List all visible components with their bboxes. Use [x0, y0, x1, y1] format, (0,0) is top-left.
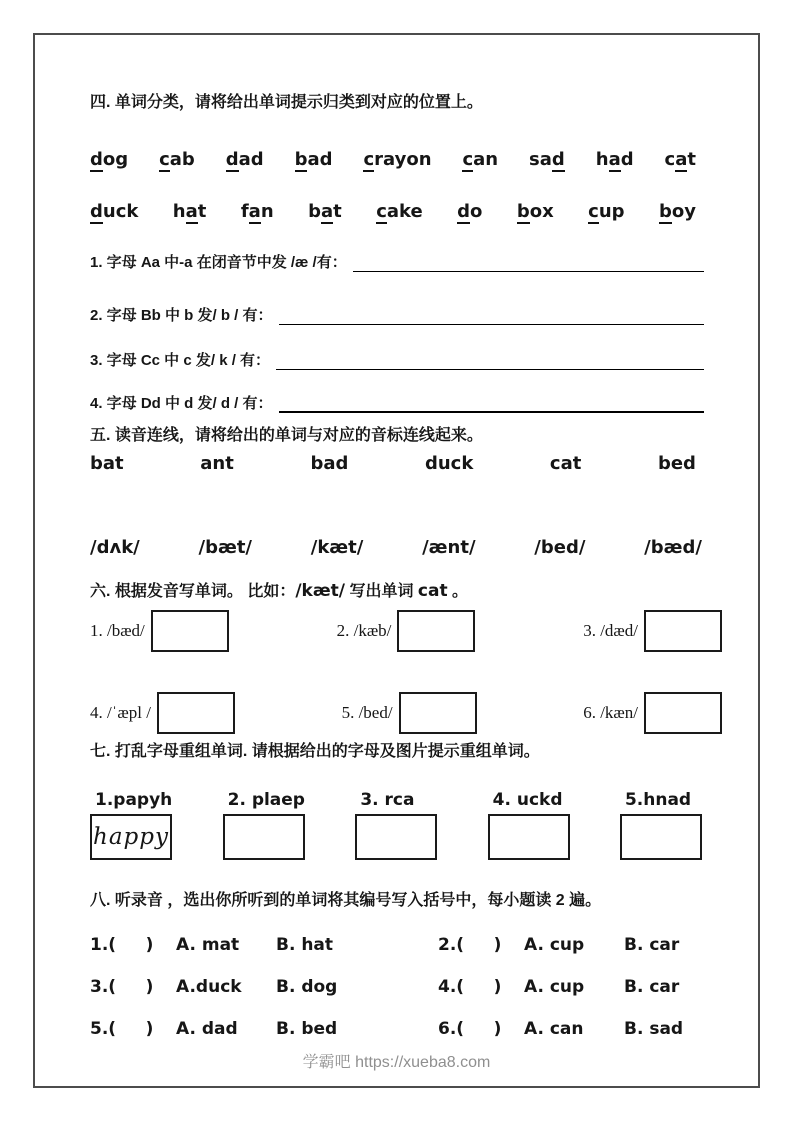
item-number: 5. [341, 703, 359, 722]
section4-questions [90, 253, 720, 413]
phonetic-items-row-1 [90, 609, 722, 653]
classify-word [159, 149, 195, 171]
item-number-cell [90, 1018, 176, 1040]
phonetic-text: /bæd/ [107, 621, 145, 640]
section8-heading: 八. 听录音 ，选出你所听到的单词将其编号写入括号中，每小题读 2 遍。 [90, 892, 602, 909]
classify-word [173, 201, 207, 223]
word-part-after: t [687, 149, 696, 170]
word-underlined-letter: d [457, 201, 471, 222]
phonetic-item [583, 691, 722, 735]
classify-word [295, 149, 333, 171]
answer-box [157, 692, 235, 734]
item-number-cell [438, 976, 524, 998]
match-phonetic: /kæt/ [310, 537, 364, 558]
classify-word [529, 149, 565, 171]
answer-blank [279, 307, 704, 325]
word-part-before: b [308, 201, 321, 222]
section4-heading: 四. 单词分类，请将给出单词提示归类到对应的位置上。 [90, 94, 483, 111]
word-part-after: t [197, 201, 207, 222]
answer-bracket: ( ) [456, 1019, 502, 1039]
word-part-after: o [470, 201, 483, 222]
word-part-before: c [664, 149, 676, 170]
word-part-after: rayon [374, 149, 432, 170]
unscramble-item [488, 789, 570, 860]
answer-box [399, 692, 477, 734]
site-watermark: 学霸吧 https://xueba8.com [302, 1054, 491, 1071]
word-part-after: up [598, 201, 625, 222]
match-word: ant [200, 453, 234, 474]
word-part-after: ox [529, 201, 554, 222]
scrambled-letters: 2. plaep [227, 790, 305, 810]
item-number-cell [90, 934, 176, 956]
option-b: B. dog [276, 977, 338, 997]
option-b: B. bed [276, 1019, 338, 1039]
question-row [90, 253, 704, 272]
word-underlined-letter: b [516, 201, 530, 222]
word-underlined-letter: d [90, 149, 103, 170]
match-phonetic: /bæd/ [644, 537, 702, 558]
answer-box [151, 610, 229, 652]
classify-word [462, 149, 498, 171]
word-part-after: an [473, 149, 499, 170]
word-underlined-letter: c [363, 149, 375, 170]
phonetic-label [337, 621, 392, 641]
word-underlined-letter: b [658, 201, 672, 222]
phonetic-label [90, 703, 151, 723]
unscramble-item [90, 789, 172, 860]
word-part-after: ab [169, 149, 195, 170]
word-part-after: ad [238, 149, 264, 170]
word-underlined-letter: d [90, 201, 103, 222]
listening-item [438, 934, 720, 956]
classify-word [226, 149, 264, 171]
match-word: cat [549, 453, 582, 474]
classify-word [90, 149, 128, 171]
word-underlined-letter: a [320, 201, 334, 222]
answer-bracket: ( ) [108, 1019, 154, 1039]
unscramble-row [90, 789, 702, 860]
word-underlined-letter: c [462, 149, 474, 170]
word-part-before: f [240, 201, 249, 222]
item-number: 2. [438, 935, 457, 955]
listening-item [90, 1018, 438, 1040]
word-part-before: h [595, 149, 609, 170]
question-label: 2. 字母 Bb 中 b 发/ b / 有： [90, 307, 273, 324]
classify-word [363, 149, 431, 171]
phonetic-text: /kæb/ [353, 621, 392, 640]
phonetic-items-row-2 [90, 691, 722, 735]
item-number: 6. [438, 1019, 457, 1039]
classify-word [596, 149, 634, 171]
scrambled-letters: 1.papyh [95, 790, 173, 810]
word-underlined-letter: a [248, 201, 261, 222]
option-b: B. sad [624, 1019, 684, 1039]
match-word: duck [424, 453, 474, 474]
answer-bracket: ( ) [108, 935, 154, 955]
phonetic-label [342, 703, 393, 723]
question-label: 4. 字母 Dd 中 d 发/ d / 有： [90, 395, 273, 412]
option-a: A. dad [176, 1019, 238, 1039]
classify-word [376, 201, 423, 223]
match-phonetic: /ænt/ [422, 537, 476, 558]
phonetic-item [90, 691, 235, 735]
match-phonetics-row [90, 537, 702, 559]
match-word: bad [310, 453, 349, 474]
answer-box [644, 692, 722, 734]
item-number-cell [438, 934, 524, 956]
phonetic-item [342, 691, 477, 735]
option-a: A. cup [524, 977, 585, 997]
unscramble-item [355, 789, 437, 860]
option-b: B. hat [276, 935, 334, 955]
option-a: A. cup [524, 935, 585, 955]
classify-word [241, 201, 274, 223]
phonetic-item [337, 609, 476, 653]
answer-bracket: ( ) [456, 977, 502, 997]
question-row [90, 394, 704, 413]
phonetic-item [90, 609, 229, 653]
question-row [90, 306, 704, 325]
option-a: A. mat [176, 935, 240, 955]
listening-item [438, 976, 720, 998]
answer-box [397, 610, 475, 652]
match-phonetic: /bed/ [534, 537, 586, 558]
match-phonetic: /dʌk/ [90, 537, 140, 558]
classify-word [588, 201, 624, 223]
option-b: B. car [624, 935, 680, 955]
answer-blank [279, 394, 704, 413]
match-words-row [90, 453, 696, 475]
phonetic-label [583, 703, 638, 723]
item-number: 3. [583, 621, 601, 640]
phonetic-label [90, 621, 145, 641]
item-number: 6. [583, 703, 601, 722]
question-label: 1. 字母 Aa 中-a 在闭音节中发 /æ /有： [90, 254, 347, 271]
answer-blank [353, 254, 704, 272]
word-part-after: og [102, 149, 129, 170]
answer-box [90, 814, 172, 860]
item-number: 1. [90, 935, 109, 955]
question-row [90, 351, 704, 370]
scrambled-letters: 3. rca [360, 790, 415, 810]
listening-item [438, 1018, 720, 1040]
word-part-after: uck [102, 201, 139, 222]
word-part-after: t [333, 201, 342, 222]
word-underlined-letter: d [225, 149, 239, 170]
word-underlined-letter: a [608, 149, 621, 170]
phonetic-item [583, 609, 722, 653]
match-word: bat [90, 453, 124, 474]
unscramble-item [223, 789, 305, 860]
word-underlined-letter: b [294, 149, 308, 170]
option-b: B. car [624, 977, 680, 997]
option-a: A. can [524, 1019, 584, 1039]
answer-box [488, 814, 570, 860]
worksheet-frame [33, 33, 760, 1088]
match-word: bed [657, 453, 696, 474]
word-underlined-letter: a [675, 149, 688, 170]
item-number: 4. [438, 977, 457, 997]
word-part-after: ad [307, 149, 333, 170]
handwritten-answer: happy [93, 824, 169, 850]
section6-example-phonetic: /kæt/ [295, 581, 346, 601]
item-number: 1. [90, 621, 107, 640]
answer-box [355, 814, 437, 860]
phonetic-text: /ˈæpl / [107, 703, 151, 722]
answer-blank [276, 352, 704, 370]
answer-bracket: ( ) [108, 977, 154, 997]
word-row-2 [90, 201, 696, 223]
scrambled-letters: 5.hnad [624, 790, 692, 810]
classify-word [90, 201, 138, 223]
question-label: 3. 字母 Cc 中 c 发/ k / 有： [90, 352, 271, 369]
word-underlined-letter: a [185, 201, 198, 222]
answer-box [223, 814, 305, 860]
item-number: 4. [90, 703, 107, 722]
listening-item [90, 976, 438, 998]
section6-example-word: cat [417, 581, 448, 601]
phonetic-text: /bed/ [358, 703, 393, 722]
scrambled-letters: 4. uckd [492, 790, 563, 810]
word-part-after: oy [671, 201, 696, 222]
answer-box [620, 814, 702, 860]
classify-word [457, 201, 482, 223]
word-part-after: ake [386, 201, 423, 222]
word-part-after: n [260, 201, 274, 222]
section6-heading-suffix: 。 [447, 583, 469, 600]
word-underlined-letter: c [159, 149, 170, 170]
phonetic-text: /dæd/ [600, 621, 638, 640]
item-number-cell [90, 976, 176, 998]
word-underlined-letter: d [551, 149, 565, 170]
item-number: 5. [90, 1019, 109, 1039]
item-number-cell [438, 1018, 524, 1040]
section6-heading-mid: 写出单词 [345, 583, 418, 600]
listening-item [90, 934, 438, 956]
option-a: A.duck [176, 977, 242, 997]
section7-heading: 七. 打乱字母重组单词. 请根据给出的字母及图片提示重组单词。 [90, 743, 540, 760]
word-part-after: d [620, 149, 634, 170]
word-part-before: h [172, 201, 186, 222]
answer-bracket: ( ) [456, 935, 502, 955]
word-row-1 [90, 149, 696, 171]
match-phonetic: /bæt/ [198, 537, 252, 558]
classify-word [659, 201, 696, 223]
phonetic-text: /kæn/ [600, 703, 638, 722]
section5-heading: 五. 读音连线，请将给出的单词与对应的音标连线起来。 [90, 427, 483, 444]
listening-grid [90, 934, 720, 1040]
item-number: 2. [336, 621, 354, 640]
unscramble-item [620, 789, 702, 860]
classify-word [308, 201, 342, 223]
answer-box [644, 610, 722, 652]
phonetic-label [583, 621, 638, 641]
word-underlined-letter: c [588, 201, 599, 222]
word-underlined-letter: c [376, 201, 387, 222]
section6-heading-prefix: 六. 根据发音写单词。 比如： [90, 583, 296, 600]
classify-word [665, 149, 696, 171]
word-part-before: sa [529, 149, 552, 170]
item-number: 3. [90, 977, 109, 997]
classify-word [517, 201, 554, 223]
section6-heading [90, 581, 720, 602]
